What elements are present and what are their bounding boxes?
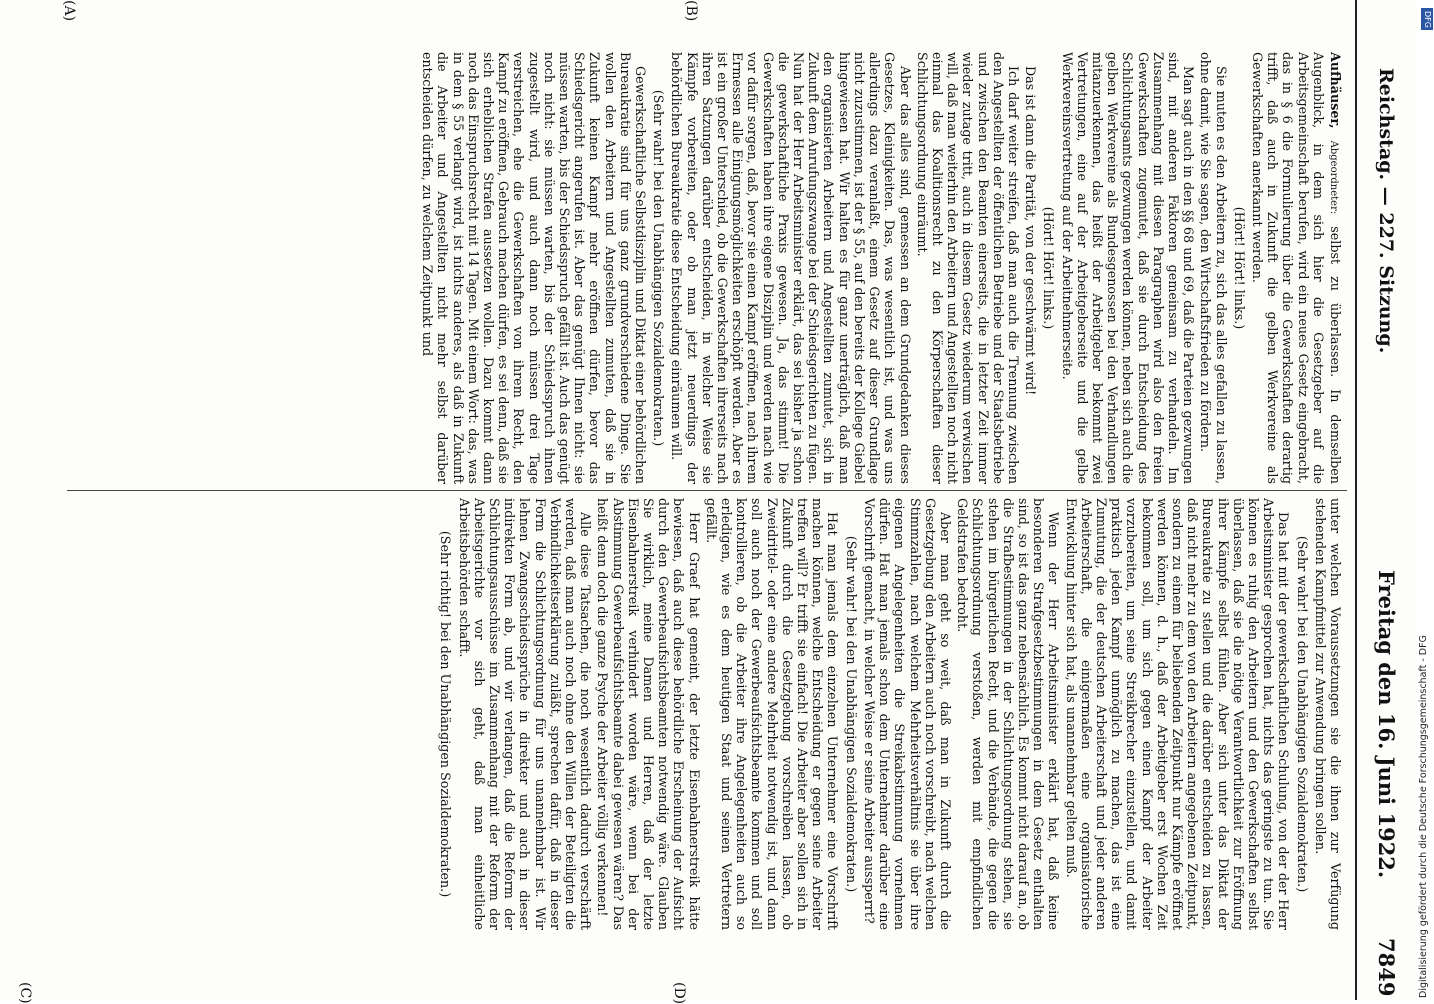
- dfg-logo: DFG: [1421, 8, 1433, 30]
- paragraph: Sie muten es den Arbeitern zu, sich das alles gefallen zu lassen, ohne damit, wie Sie sagen, den Wirtschaftsfrieden zu fördern.: [1198, 52, 1229, 484]
- speaker-role: Abgeordneter:: [1328, 140, 1339, 215]
- interjection: (Hört! Hört! links.): [1041, 206, 1057, 330]
- margin-marker-b: (B): [683, 0, 699, 22]
- paragraph: Hat man jemals dem einzelnen Unternehmer eine Vorschrift machen können, welche Entscheidung er gegen seine Arbeiter treffen will? Er trifft sie einfach! Die Arbeiter aber sollen sich in Zukunft durch die Gesetzgebung vorschreiben lassen, ob Zweidrittel- oder eine andere Mehrheit notwendig ist, und dann soll auch noch der Gewerbeaufsichtsbeamte kommen und soll kontrollieren, ob die Arbeiter ihre Angelegenheiten auch so erledigen, wie es dem heutigen Staat und seinen Vertretern gefällt.: [703, 498, 841, 930]
- paragraph: Gewerkschaftliche Selbstdisziplin und Diktat einer behördlichen Bureaukratie sind für uns ganz grundverschiedene Dinge. Sie wollen den Arbeitern und Angestellten zumuten, daß sie in Zukunft keinen Kampf mehr eröffnen dürfen, bevor das Schiedsgericht angerufen ist. Aber das genügt Ihnen nicht: sie müssen warten, bis der Schiedsspruch gefällt ist. Auch das genügt noch nicht: sie müssen warten, bis der Schiedsspruch ihnen zugestellt wird, und auch dann noch müssen drei Tage verstreichen, ehe die Gewerkschaften von ihrem Recht, den Kampf zu eröffnen, Gebrauch machen dürfen, es sei denn, daß sie sich erheblichen Strafen aussetzen wollen. Dazu kommt dann noch das Einspruchsrecht mit 14 Tagen. Mit einem Wort: das, was in dem § 55 verlangt wird, ist nichts anderes, als daß in Zukunft die Arbeiter und Angestellten nicht mehr selbst darüber entscheiden dürfen, zu welchem Zeitpunkt und: [420, 52, 649, 484]
- paragraph-text: selbst zu überlassen. In demselben Augenblick, in dem sich hier die Gesetzgeber auf die Arbeitsgemeinschaft berufen, wird ein neues Gesetz eingebracht, das in § 6 die Formulierung über die Gewerkschaften derartig trifft, daß auch in Zukunft die gelben Werkvereine als Gewerkschaften anerkannt werden.: [1249, 52, 1343, 484]
- paragraph: Aber das alles sind, gemessen an dem Grundgedanken dieses Gesetzes, Kleinigkeiten. Das, was wesentlich ist, und was uns allerdings dazu veranlaßt, einem Gesetz auf dieser Grundlage nicht zuzustimmen, ist der § 55, auf den bereits der Kollege Giebel hingewiesen hat. Wir halten es für ganz unerträglich, daß man den organisierten Arbeitern und Angestellten zumutet, sich in Zukunft dem Anrufungszwange bei der Schiedsgerichten zu fügen. Nun hat der Herr Arbeitsminister erklärt, das sei bisher ja schon die gewerkschaftliche Praxis gewesen. Ja, das stimmt! Die Gewerkschaften haben ihre eigene Disziplin und werden nach wie vor dafür sorgen, daß, bevor sie einen Kampf eröffnen, nach ihrem Ermessen alle Einigungsmöglichkeiten erschöpft werden. Aber es ist ein großer Unterschied, ob die Gewerkschaften ihrerseits nach ihren Satzungen darüber entscheiden, in welcher Weise sie Kämpfe vorbereiten, oder ob man jetzt neuerdings der behördlichen Bureaukratie diese Entscheidung einräumen will.: [669, 52, 913, 484]
- interjection: (Hört! Hört! links.): [1231, 206, 1247, 330]
- interjection: (Sehr wahr! bei den Unabhängigen Sozialdemokraten.): [651, 89, 667, 447]
- paragraph: Das ist dann die Parität, von der geschwärmt wird!: [1023, 66, 1039, 396]
- header-date: Freitag den 16. Juni 1922.: [1374, 570, 1399, 879]
- paragraph: Das hat mit der gewerkschaftlichen Schulung, von der der Herr Arbeitsminister gesprochen hat, nichts das geringste zu tun. Sie können es ruhig den Arbeitern und den Gewerkschaften selbst überlassen, daß sie die nötige Verantwortlichkeit zur Eröffnung ihrer Kämpfe selbst fühlen. Aber sich unter das Diktat der Bureaukratie zu stellen und die darüber entscheiden zu lassen, daß nicht mehr zu dem von den Arbeitern angegebenen Zeitpunkt, sondern zu einem für beliebenden Zeitpunkt nur Kämpfe eröffnet werden können, d. h., daß der Arbeitgeber erst Wochen Zeit bekommen soll, um sich gegen einen Kampf der Arbeiter vorzubereiten, um seine Streikbrecher einzustellen, und damit praktisch jeden Kampf unmöglich zu machen, das ist eine Zumutung, die der deutschen Arbeiterschaft und jeder anderen Arbeiterschaft, die einigermaßen eine organisatorische Entwicklung hinter sich hat, als unannehmbar gelten muß.: [1063, 498, 1292, 930]
- interjection: (Sehr wahr! bei den Unabhängigen Sozialdemokraten.): [1294, 535, 1310, 893]
- column-divider: [67, 490, 1347, 491]
- speaker-paragraph: [1250, 52, 1343, 484]
- paragraph: Alle diese Tatsachen, die noch wesentlich dadurch verschärft werden, daß man auch noch ohne den Willen der Beteiligten die Verbindlichkeitserklärung zuläßt, sprechen dafür, daß in dieser Form die Schlichtungsordnung für uns unannehmbar ist. Wir lehnen Zwangsschiedssprüche in direkter und auch in dieser indirekten Form ab, und wir verlangen, daß die Reform der Schlichtungsausschüsse im Zusammenhang mit der Reform der Arbeitsgerichte vor sich geht, daß man einheitliche Arbeitsbehörden schafft.: [456, 498, 594, 930]
- speaker-name: Aufhäuser,: [1328, 52, 1343, 129]
- interjection: (Sehr richtig! bei den Unabhängigen Sozialdemokraten.): [438, 530, 454, 898]
- interjection: (Sehr wahr! bei den Unabhängigen Sozialdemokraten.): [843, 535, 859, 893]
- page-number: 7849: [1374, 938, 1399, 997]
- margin-marker-d: (D): [671, 982, 687, 1004]
- margin-marker-c: (C): [17, 982, 33, 1004]
- paragraph: Herr Graef hat gemeint, der letzte Eisenbahnerstreik hätte bewiesen, daß auch diese behördliche Erscheinung der Aufsicht durch den Gewerbeaufsichtsbeamten notwendig wäre. Glauben Sie wirklich, meine Damen und Herren, daß der letzte Eisenbahnerstreik verhindert worden wäre, wenn bei der Abstimmung Gewerbeaufsichtsbeamte dabei gewesen wären? Das heißt denn doch die ganze Psyche der Arbeiter völlig verkennen!: [595, 498, 702, 930]
- left-column: [73, 52, 1343, 484]
- header-session: Reichstag. — 227. Sitzung.: [1375, 68, 1397, 354]
- paragraph: Wenn der Herr Arbeitsminister erklärt hat, daß keine besonderen Strafgesetzbestimmungen in dem Gesetz enthalten sind, so ist das ganz nebensächlich. Es kommt nicht darauf an, ob die Strafbestimmungen in der Schlichtungsordnung stehen, sie stehen im bürgerlichen Recht, und die Verbände, die gegen die Schlichtungsordnung verstoßen, werden mit empfindlichen Geldstrafen bedroht.: [955, 498, 1062, 930]
- paragraph: Aber man geht so weit, daß man in Zukunft durch die Gesetzgebung den Arbeitern auch noch vorschreibt, nach welchen Stimmzahlen, nach welchem Mehrheitsverhältnis sie über ihre eigenen Angelegenheiten die Streikabstimmung vornehmen dürfen. Hat man jemals schon dem Unternehmer darüber eine Vorschrift gemacht, in welcher Weise er seine Arbeiter aussperrt?: [861, 498, 953, 930]
- paragraph: Man sagt auch in den §§ 68 und 69, daß die Parteien gezwungen sind, mit anderen Faktoren gemeinsam zu verhandeln. Im Zusammenhang mit diesen Paragraphen wird also den freien Gewerkschaften zugemutet, daß sie durch Entscheidung des Schlichtungsamts gezwungen werden können, neben sich auch die gelben Werkvereine als Bundesgenossen bei den Verhandlungen mitanzuerkennen, das heißt der Arbeitgeber bekommt zwei Vertretungen, eine auf der Arbeitgeberseite und die gelbe Werkvereinsvertretung auf der Arbeitnehmerseite.: [1059, 52, 1197, 484]
- digitization-note-text: Digitalisierung gefördert durch die Deutsche Forschungsgemeinschaft - DFG: [1418, 635, 1429, 998]
- digitization-note: [1418, 8, 1434, 998]
- margin-marker-a: (A): [61, 0, 77, 22]
- page-header: [1355, 0, 1417, 1000]
- paragraph: Ich darf weiter streifen, daß man auch die Trennung zwischen den Angestellten der öffentlichen Betriebe und der Staatsbetriebe und zwischen den Beamten einerseits, die in letzter Zeit immer wieder zutage tritt, auch in diesem Gesetz wiederum verwischen will, daß man weiterhin den Arbeitern und Angestellten noch nicht einmal das Koalitionsrecht zu den Körperschaften dieser Schlichtungsordnung einräumt.: [914, 52, 1021, 484]
- paragraph: unter welchen Voraussetzungen sie die ihnen zur Verfügung stehenden Kampfmittel zur Anwendung bringen sollen.: [1312, 498, 1343, 930]
- right-column: [73, 498, 1343, 930]
